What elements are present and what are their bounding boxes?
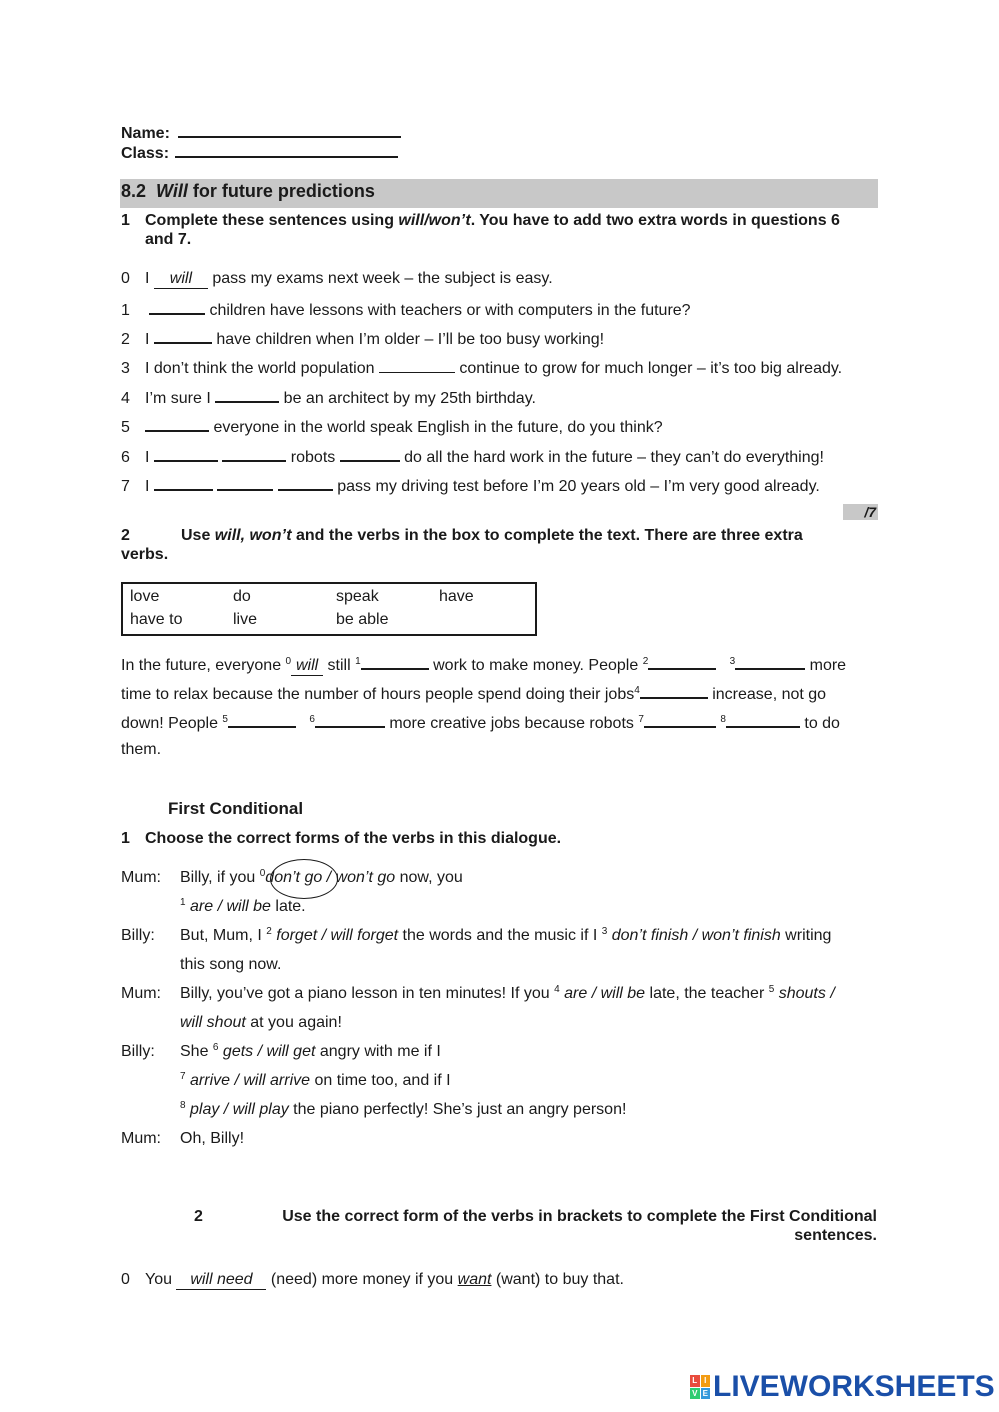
choice-option[interactable]: gets / will get xyxy=(218,1043,316,1060)
dialogue-line: But, Mum, I $^2$ forget / will forget the words and the music if I $^3$ don’t finish / won’t finish writing xyxy=(180,926,832,944)
fc-ex2-item-0: 0 You will need (need) more money if you want (want) to buy that. xyxy=(121,1271,624,1288)
answer-blank[interactable] xyxy=(379,358,455,373)
verb-option: speak xyxy=(336,588,379,605)
verb-option: have xyxy=(439,588,474,605)
dialogue-line: this song now. xyxy=(180,956,282,973)
speaker-label: Mum: xyxy=(121,1130,161,1147)
ex1-item-1: 1 children have lessons with teachers or with computers in the future? xyxy=(121,299,691,320)
speaker-label: Mum: xyxy=(121,869,161,886)
speaker-label: Mum: xyxy=(121,985,161,1002)
ex1-item-6: 6 I robots do all the hard work in the future – they can’t do everything! xyxy=(121,446,824,467)
dialogue-line: She $^6$ gets / will get angry with me if I xyxy=(180,1042,441,1060)
liveworksheets-logo xyxy=(690,1372,995,1402)
answer-example: will xyxy=(154,270,208,289)
verb-option: have to xyxy=(130,611,183,628)
answer-blank[interactable] xyxy=(217,475,273,491)
class-label: Class: xyxy=(121,145,170,162)
section2-title: First Conditional xyxy=(168,799,304,818)
verb-option: be able xyxy=(336,611,389,628)
name-label: Name: xyxy=(121,125,170,142)
choice-option[interactable]: play / will play xyxy=(185,1101,289,1118)
answer-blank[interactable] xyxy=(154,446,218,462)
verb-option: love xyxy=(130,588,160,605)
verb-option: do xyxy=(233,588,251,605)
answer-blank[interactable] xyxy=(648,654,716,670)
ex2-instructions-cont: verbs. xyxy=(121,546,169,563)
ex1-item-7: 7 I pass my driving test before I’m 20 years old – I’m very good already. xyxy=(121,475,820,496)
fc-ex1-instructions: 1 Choose the correct forms of the verbs in this dialogue. xyxy=(121,830,562,847)
dialogue-line: Billy, you’ve got a piano lesson in ten minutes! If you $^4$ are / will be late, the teacher $^5$ shouts / xyxy=(180,984,835,1002)
dialogue-line: will shout at you again! xyxy=(180,1014,342,1031)
answer-blank[interactable] xyxy=(340,446,400,462)
answer-blank[interactable] xyxy=(154,328,212,344)
logo-text: LIVEWORKSHEETS xyxy=(713,1370,995,1403)
section-title: 8.2 Will for future predictions xyxy=(121,181,375,201)
ex1-item-0: 0 I will pass my exams next week – the subject is easy. xyxy=(121,270,553,287)
choice-option[interactable]: don’t finish / won’t finish xyxy=(607,927,781,944)
answer-blank[interactable] xyxy=(228,712,296,728)
ex2-text-line-1: In the future, everyone $^0$ will still $^1$ work to make money. People $^2$ $^3$ more xyxy=(121,656,847,674)
name-field xyxy=(121,122,401,143)
ex2-instructions: 2 Use will, won’t and the verbs in the box to complete the text. There are three extra xyxy=(121,527,803,544)
answer-blank[interactable] xyxy=(361,654,429,670)
ex1-item-3: 3 I don’t think the world population continue to grow for much longer – it’s too big already. xyxy=(121,360,843,377)
dialogue-line: $^8$ play / will play the piano perfectly! She’s just an angry person! xyxy=(180,1100,627,1118)
answer-blank[interactable] xyxy=(640,683,708,699)
name-input-line[interactable] xyxy=(178,122,401,138)
ex1-item-5: 5 everyone in the world speak English in the future, do you think? xyxy=(121,416,663,437)
score-box: /7 xyxy=(843,504,878,520)
answer-example: will xyxy=(291,657,323,676)
logo-mark-icon: L I V E xyxy=(690,1375,710,1399)
class-field xyxy=(121,142,398,163)
answer-blank[interactable] xyxy=(278,475,333,491)
dialogue-line: $^7$ arrive / will arrive on time too, and if I xyxy=(180,1071,451,1089)
choice-option[interactable]: shouts / xyxy=(774,985,835,1002)
fc-ex2-instructions-cont: sentences. xyxy=(794,1227,877,1244)
ex1-item-2: 2 I have children when I’m older – I’ll be too busy working! xyxy=(121,328,604,349)
answer-example: want xyxy=(457,1271,492,1288)
dialogue-line: $^1$ are / will be late. xyxy=(180,897,306,915)
answer-blank[interactable] xyxy=(315,712,385,728)
choice-option[interactable]: will shout xyxy=(180,1014,246,1031)
choice-option[interactable]: / won’t go xyxy=(322,869,396,886)
verb-option: live xyxy=(233,611,258,628)
dialogue-line: Billy, if you $^0$don’t go / won’t go now, you xyxy=(180,868,463,886)
choice-option[interactable]: are / will be xyxy=(559,985,646,1002)
answer-blank[interactable] xyxy=(145,416,209,432)
fc-ex2-instructions: Use the correct form of the verbs in brackets to complete the First Conditional xyxy=(282,1208,877,1225)
speaker-label: Billy: xyxy=(121,927,155,944)
dialogue-line: Oh, Billy! xyxy=(180,1130,245,1147)
answer-blank[interactable] xyxy=(735,654,805,670)
answer-blank[interactable] xyxy=(644,712,716,728)
ex1-instructions: 1 Complete these sentences using will/won’t. You have to add two extra words in questions 6 xyxy=(121,212,840,229)
answer-blank[interactable] xyxy=(222,446,286,462)
verb-box xyxy=(121,582,537,636)
class-input-line[interactable] xyxy=(175,142,398,158)
answer-blank[interactable] xyxy=(149,299,205,315)
ex2-text-line-2: time to relax because the number of hours people spend doing their jobs$^4$ increase, not go xyxy=(121,685,827,703)
choice-option[interactable]: forget / will forget xyxy=(271,927,399,944)
choice-option[interactable]: arrive / will arrive xyxy=(185,1072,311,1089)
answer-blank[interactable] xyxy=(726,712,800,728)
speaker-label: Billy: xyxy=(121,1043,155,1060)
ex1-item-4: 4 I’m sure I be an architect by my 25th birthday. xyxy=(121,387,536,408)
answer-blank[interactable] xyxy=(215,387,279,403)
ex1-instructions-cont: and 7. xyxy=(145,231,192,248)
choice-option[interactable]: are / will be xyxy=(185,898,271,915)
choice-option[interactable]: don’t go xyxy=(265,869,323,886)
fc-ex2-num: 2 xyxy=(194,1208,203,1225)
answer-example: will need xyxy=(176,1271,266,1290)
ex2-text-line-3: down! People $^5$ $^6$ more creative jobs because robots $^7$ $^8$ to do xyxy=(121,714,840,732)
ex2-text-line-4: them. xyxy=(121,741,162,758)
answer-blank[interactable] xyxy=(154,475,213,491)
